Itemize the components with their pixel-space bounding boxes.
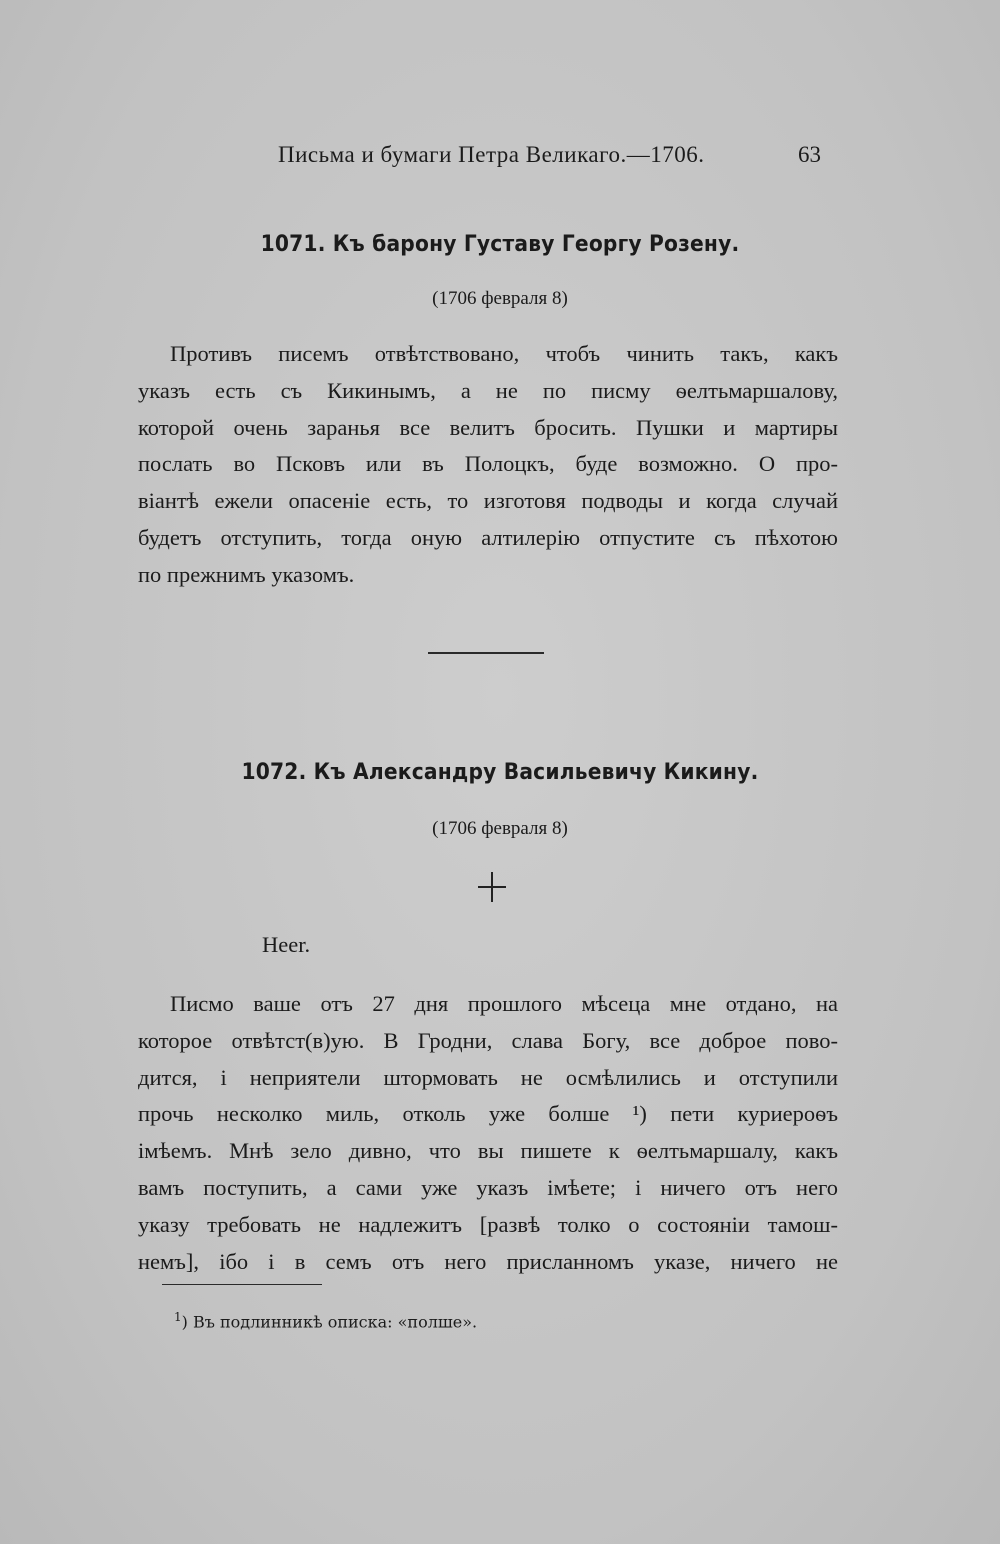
letter-body-1071 [138, 336, 838, 594]
text-line: прочь несколко миль, отколь уже болше ¹) пети куриероѳъ [138, 1101, 838, 1127]
text-line: немъ], ібо і в семъ отъ него присланномъ указе, ничего не [138, 1248, 838, 1274]
footnote [174, 1310, 477, 1331]
text-line: вамъ поступить, а сами уже указъ імѣете; і ничего отъ него [138, 1174, 838, 1200]
running-head [0, 142, 1000, 172]
footnote-text: ) Въ подлинникѣ описка: «полше». [181, 1312, 478, 1332]
letter-date-1071: (1706 февраля 8) [432, 288, 568, 309]
text-line: Противъ писемъ отвѣтствовано, чтобъ чинить такъ, какъ [170, 341, 838, 366]
text-line: по прежнимъ указомъ. [138, 561, 355, 587]
text-line: Писмо ваше отъ 27 дня прошлого мѣсеца мне отдано, на [170, 991, 838, 1016]
letter-heading-1072: 1072. Къ Александру Васильевичу Кикину. [241, 760, 759, 785]
text-line: послать во Псковъ или въ Полоцкъ, буде возможно. О про- [138, 451, 838, 477]
text-line: імѣемъ. Мнѣ зело дивно, что вы пишете к ѳелтьмаршалу, какъ [138, 1138, 838, 1164]
text-line: дится, і неприятели штормовать не осмѣлились и отступили [138, 1064, 838, 1090]
text-line: которое отвѣтст(в)ую. В Гродни, слава Богу, все доброе пово- [138, 1027, 838, 1053]
letter-date-1072: (1706 февраля 8) [432, 818, 568, 839]
letter-heading-1071: 1071. Къ барону Густаву Георгу Розену. [260, 232, 740, 257]
text-line: будетъ отступить, тогда оную алтилерію отпустите съ пѣхотою [138, 524, 838, 550]
text-line: указу требовать не надлежитъ [развѣ толко о состояніи тамош- [138, 1211, 838, 1237]
footnote-mark: 1 [174, 1310, 182, 1324]
salutation: Heer. [262, 932, 311, 957]
text-line: которой очень заранья все велитъ бросить. Пушки и мартиры [138, 414, 838, 440]
text-line: віантѣ ежели опасеніе есть, то изготовя подводы и когда случай [138, 488, 838, 514]
text-line: указъ есть съ Кикинымъ, а не по писму ѳелтьмаршалову, [138, 377, 838, 403]
cross-symbol [478, 872, 506, 902]
footnote-rule [162, 1284, 322, 1285]
running-title: Письма и бумаги Петра Великаго.—1706. [278, 142, 705, 167]
page-number: 63 [798, 142, 821, 167]
letter-body-1072 [138, 986, 838, 1280]
section-divider [428, 652, 544, 654]
